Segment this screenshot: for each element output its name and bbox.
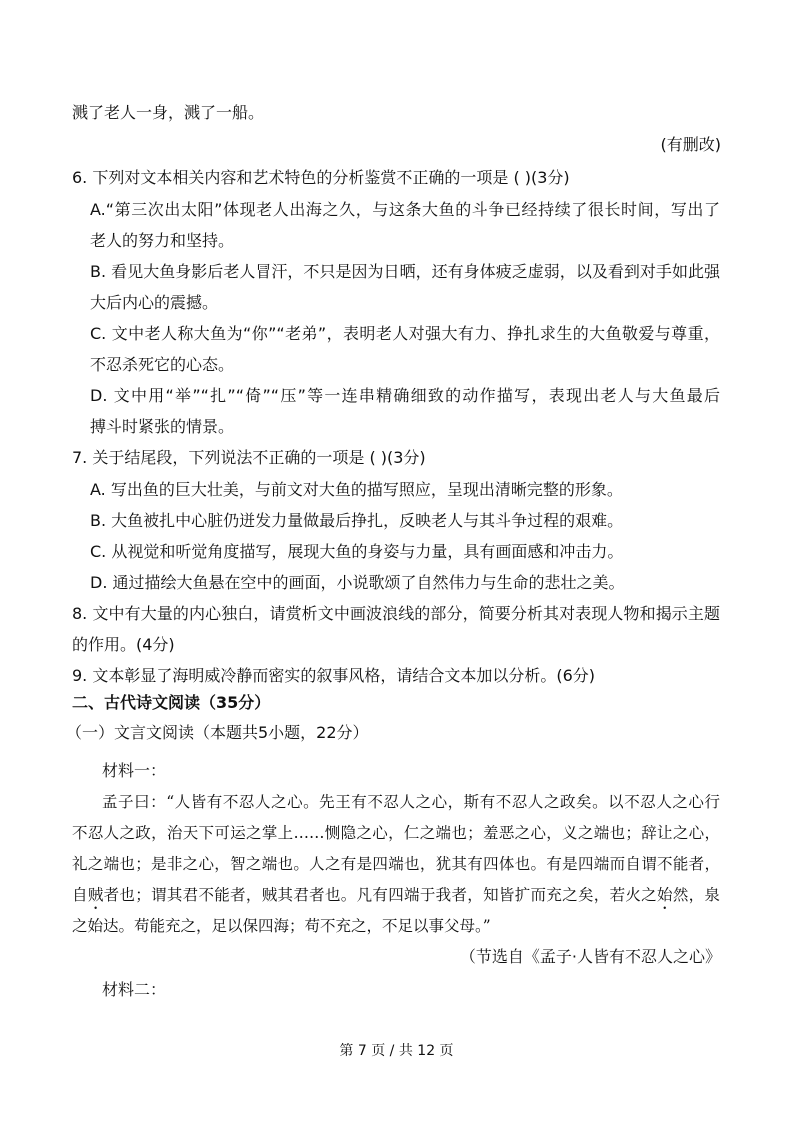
q6-option-d-cont: 搏斗时紧张的情景。 (90, 417, 235, 436)
q6-option-c-cont: 不忍杀死它的心态。 (90, 355, 235, 374)
q6-option-b: B. 看见大鱼身影后老人冒汗，不只是因为日晒，还有身体疲乏虚弱，以及看到对手如此强 (90, 262, 720, 281)
question-8-stem-cont: 的作用。(4分) (72, 635, 175, 654)
q6-option-a: A.“第三次出太阳”体现老人出海之久，与这条大鱼的斗争已经持续了很长时间，写出了 (90, 200, 720, 219)
material-2-label: 材料二： (102, 980, 167, 999)
material-1-label: 材料一： (102, 761, 167, 780)
question-7-stem: 7. 关于结尾段，下列说法不正确的一项是 ( )(3分) (72, 448, 426, 467)
q7-option-a: A. 写出鱼的巨大壮美，与前文对大鱼的描写照应，呈现出清晰完整的形象。 (90, 480, 623, 499)
q6-option-b-cont: 大后内心的震撼。 (90, 293, 219, 312)
material-1-line: 之始达。苟能充之，足以保四海；苟不充之，不足以事父母。” (72, 917, 491, 935)
section-2-title: 二、古代诗文阅读（35分） (72, 693, 271, 712)
q6-option-d: D. 文中用“举”“扎”“倚”“压”等一连串精确细致的动作描写，表现出老人与大鱼最后 (90, 386, 720, 405)
q6-option-a-cont: 老人的努力和坚持。 (90, 231, 235, 250)
subsection-title: （一）文言文阅读（本题共5小题，22分） (66, 723, 369, 742)
q7-option-d: D. 通过描绘大鱼悬在空中的画面，小说歌颂了自然伟力与生命的悲壮之美。 (90, 573, 625, 592)
material-1-line: 孟子曰：“人皆有不忍人之心。先王有不忍人之心，斯有不忍人之政矣。以不忍人之心行 (102, 793, 720, 811)
question-6-stem: 6. 下列对文本相关内容和艺术特色的分析鉴赏不正确的一项是 ( )(3分) (72, 168, 570, 187)
text: 自 (72, 886, 88, 904)
emphasized-char: 贼 (87, 886, 104, 904)
material-1-source: （节选自《孟子·人皆有不忍人之心》 (459, 947, 721, 966)
page-footer: 第 7 页 / 共 12 页 (339, 1043, 454, 1059)
q7-option-b: B. 大鱼被扎中心脏仍迸发力量做最后挣扎，反映老人与其斗争过程的艰难。 (90, 511, 624, 530)
q7-option-c: C. 从视觉和听觉角度描写，展现大鱼的身姿与力量，具有画面感和冲击力。 (90, 542, 624, 561)
material-1-line: 不忍人之政，治天下可运之掌上……恻隐之心，仁之端也；羞恶之心，义之端也；辞让之心， (72, 824, 720, 842)
source-note: (有删改) (660, 135, 721, 154)
question-8-stem: 8. 文中有大量的内心独白，请赏析文中画波浪线的部分，简要分析其对表现人物和揭示主题 (72, 604, 720, 623)
material-1-line: 礼之端也；是非之心，智之端也。人之有是四端也，犹其有四体也。有是四端而自谓不能者， (72, 855, 720, 873)
text: 者也；谓其君不能者，贼其君者也。凡有四端于我者，知皆扩而充之矣，若火之 (103, 886, 657, 904)
passage-end: 溅了老人一身，溅了一船。 (72, 103, 265, 122)
text: 然，泉 (672, 886, 720, 904)
emphasized-char: 始 (657, 886, 673, 904)
material-1-line (72, 885, 720, 913)
question-9-stem: 9. 文本彰显了海明威冷静而密实的叙事风格，请结合文本加以分析。(6分) (72, 666, 596, 685)
q6-option-c: C. 文中老人称大鱼为“你”“老弟”，表明老人对强大有力、挣扎求生的大鱼敬爱与尊重， (90, 324, 720, 343)
